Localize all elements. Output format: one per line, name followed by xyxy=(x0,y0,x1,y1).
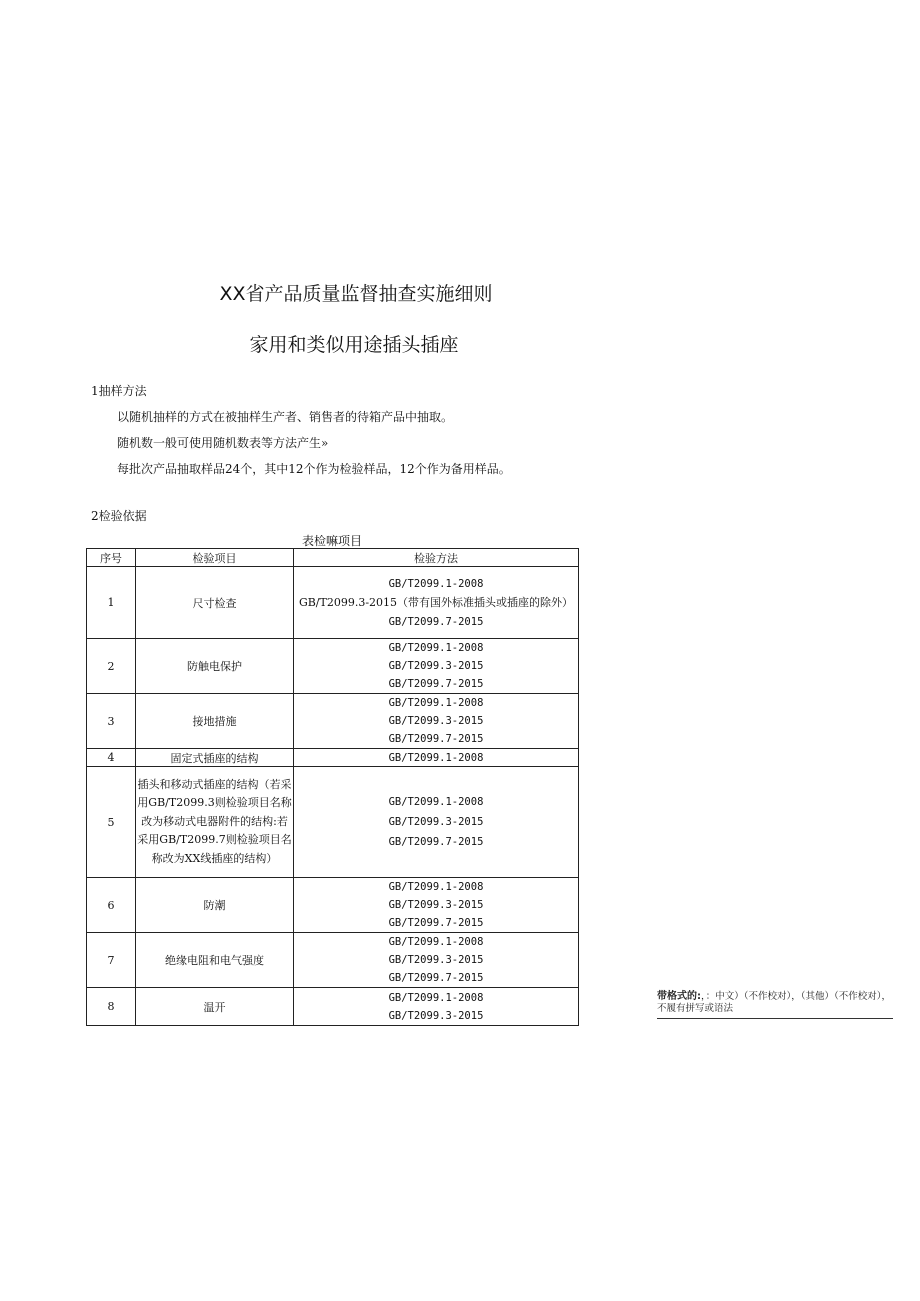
method-standard: GB/T2099.3-2015 xyxy=(388,954,484,966)
table-caption: 表检嘛项目 xyxy=(301,534,362,548)
method-standard: GB/T2099.3-2015 xyxy=(388,715,484,727)
row-number: 2 xyxy=(87,639,136,694)
inspection-item: 防潮 xyxy=(136,878,294,933)
method-standard: GB/T2099.3-2015 xyxy=(388,816,484,828)
method-standard: GB/T2099.3-2015 xyxy=(388,899,484,911)
method-standard: GB/T2099.1-2008 xyxy=(388,697,484,709)
method-standard: GB/T2099.1-2008 xyxy=(388,751,484,764)
column-header-method: 检验方法 xyxy=(294,549,579,567)
section-1-paragraph: 每批次产品抽取样品24个，其中12个作为检验样品，12个作为备用样品。 xyxy=(117,462,511,476)
method-standard: GB/T2099.1-2008 xyxy=(388,577,484,590)
method-standard: GB/T2099.7-2015 xyxy=(388,972,484,984)
method-standard: GB/T2099.3-2015 xyxy=(388,660,484,672)
inspection-methods xyxy=(294,988,579,1026)
table-header-row xyxy=(87,549,579,567)
row-number: 4 xyxy=(87,749,136,767)
section-1-paragraph: 随机数一般可使用随机数表等方法产生» xyxy=(117,436,329,450)
inspection-item: 尺寸检查 xyxy=(136,567,294,639)
inspection-item: 温开 xyxy=(136,988,294,1026)
method-standard: GB/T2099.1-2008 xyxy=(388,642,484,654)
inspection-item: 插头和移动式插座的结构（若采用GB/T2099.3则检验项目名称改为移动式电器附件的结构:若采用GB/T2099.7则检验项目名称改为XX线插座的结构） xyxy=(136,767,294,878)
method-standard: GB/T2099.7-2015 xyxy=(388,615,484,628)
inspection-methods xyxy=(294,694,579,749)
table-row xyxy=(87,933,579,988)
inspection-methods xyxy=(294,567,579,639)
row-number: 7 xyxy=(87,933,136,988)
inspection-methods xyxy=(294,749,579,767)
method-standard: GB/T2099.7-2015 xyxy=(388,678,484,690)
inspection-methods xyxy=(294,878,579,933)
margin-format-note xyxy=(657,991,893,1019)
method-standard: GB/T2099.7-2015 xyxy=(388,836,484,848)
table-row xyxy=(87,639,579,694)
format-note-label: 带格式的: xyxy=(657,991,701,1002)
inspection-item: 固定式插座的结构 xyxy=(136,749,294,767)
table-row xyxy=(87,749,579,767)
inspection-item: 防触电保护 xyxy=(136,639,294,694)
row-number: 6 xyxy=(87,878,136,933)
method-standard: GB/T2099.3-2015 xyxy=(388,1009,484,1022)
table-row xyxy=(87,567,579,639)
column-header-item: 检验项目 xyxy=(136,549,294,567)
document-subtitle: 家用和类似用途插头插座 xyxy=(249,334,459,356)
method-standard: GB/T2099.1-2008 xyxy=(388,936,484,948)
section-1-paragraph: 以随机抽样的方式在被抽样生产者、销售者的待箱产品中抽取。 xyxy=(117,410,454,424)
section-2-heading: 2检验依据 xyxy=(91,509,147,523)
method-standard: GB/T2099.7-2015 xyxy=(388,917,484,929)
method-standard: GB/T2099.3-2015（带有国外标准插头或插座的除外） xyxy=(298,595,574,609)
inspection-items-table xyxy=(86,548,579,1026)
method-standard: GB/T2099.1-2008 xyxy=(388,991,484,1004)
table-row xyxy=(87,878,579,933)
inspection-item: 接地措施 xyxy=(136,694,294,749)
format-note-text: ，：中文）（不作校对），（其他）（不作校对），不履有拼写或语法 xyxy=(657,991,892,1014)
inspection-methods xyxy=(294,767,579,878)
section-1-heading: 1抽样方法 xyxy=(91,384,147,398)
row-number: 3 xyxy=(87,694,136,749)
inspection-methods xyxy=(294,639,579,694)
row-number: 5 xyxy=(87,767,136,878)
table-row xyxy=(87,988,579,1026)
table-row xyxy=(87,767,579,878)
inspection-methods xyxy=(294,933,579,988)
inspection-item: 绝缘电阻和电气强度 xyxy=(136,933,294,988)
document-title: XX省产品质量监督抽查实施细则 xyxy=(219,283,493,305)
row-number: 8 xyxy=(87,988,136,1026)
method-standard: GB/T2099.1-2008 xyxy=(388,796,484,808)
method-standard: GB/T2099.7-2015 xyxy=(388,733,484,745)
row-number: 1 xyxy=(87,567,136,639)
method-standard: GB/T2099.1-2008 xyxy=(388,881,484,893)
column-header-no: 序号 xyxy=(87,549,136,567)
table-row xyxy=(87,694,579,749)
